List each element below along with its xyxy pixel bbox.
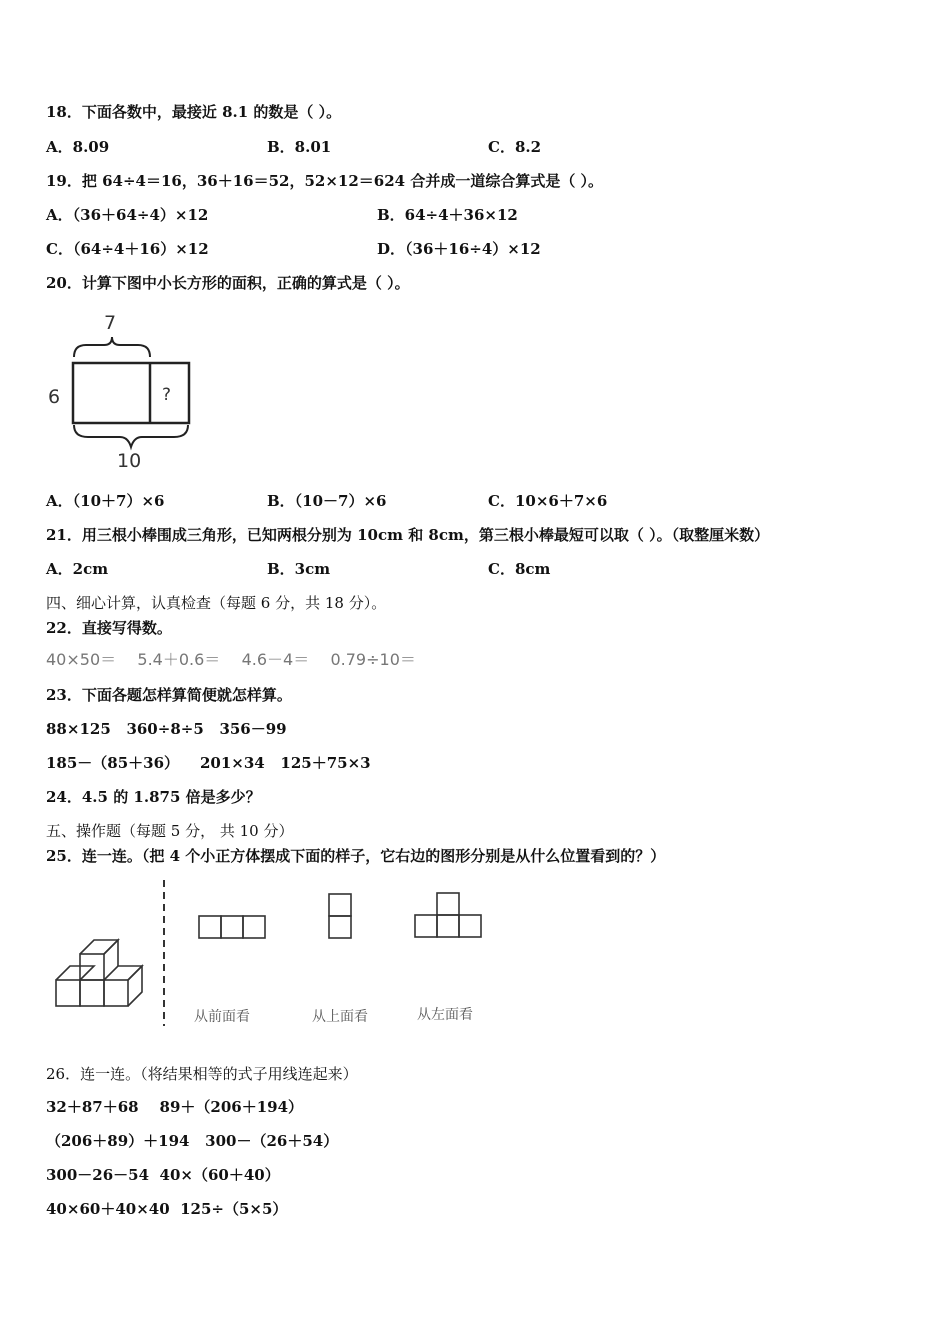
q19-stem: 19．把 64÷4＝16，36＋16＝52，52×12＝624 合并成一道综合算式是（ ）。 bbox=[46, 172, 604, 190]
cube-stack bbox=[56, 940, 142, 1006]
q19-option-d: D．（36＋16÷4）×12 bbox=[377, 240, 541, 258]
unknown-mark: ? bbox=[162, 385, 172, 405]
q19-option-a: A．（36＋64÷4）×12 bbox=[46, 206, 209, 224]
big-rectangle bbox=[73, 363, 189, 423]
q23-expr: 201×34 bbox=[199, 754, 265, 772]
view-front-shape bbox=[199, 916, 265, 938]
q23-row1 bbox=[46, 719, 287, 739]
q20-option-c: C．10×6＋7×6 bbox=[488, 492, 608, 510]
q23-row2 bbox=[46, 753, 371, 773]
q26-expr-right: 89＋（206＋194） bbox=[159, 1098, 304, 1116]
q26-expr-right: 40×（60＋40） bbox=[159, 1166, 280, 1184]
q25-stem: 25．连一连。（把 4 个小正方体摆成下面的样子，它右边的图形分别是从什么位置看到的？） bbox=[46, 847, 666, 865]
bottom-brace bbox=[74, 425, 188, 447]
bottom-label: 10 bbox=[117, 450, 142, 472]
q26-expr-left: 300－26－54 bbox=[46, 1166, 150, 1184]
q19-option-b: B．64÷4＋36×12 bbox=[377, 206, 518, 224]
q23-expr: 360÷8÷5 bbox=[126, 720, 204, 738]
q23-expr: 185－（85＋36） bbox=[46, 754, 180, 772]
q23-expr: 125＋75×3 bbox=[280, 754, 371, 772]
q26-expr-right: 300－（26＋54） bbox=[205, 1132, 339, 1150]
q21-option-b: B．3cm bbox=[267, 560, 331, 578]
q20-option-b: B．（10－7）×6 bbox=[267, 492, 387, 510]
q22-item: 0.79÷10＝ bbox=[330, 650, 416, 669]
section5-title: 五、操作题（每题 5 分， 共 10 分） bbox=[46, 822, 294, 840]
q19-option-c: C．（64÷4＋16）×12 bbox=[46, 240, 209, 258]
view-top-shape bbox=[329, 894, 351, 938]
q26-row bbox=[46, 1199, 287, 1219]
section4-title: 四、细心计算，认真检查（每题 6 分，共 18 分）。 bbox=[46, 594, 387, 612]
top-brace bbox=[74, 337, 150, 357]
q18-option-c: C．8.2 bbox=[488, 138, 542, 156]
q18-stem: 18．下面各数中，最接近 8.1 的数是（ ）。 bbox=[46, 103, 342, 121]
q18-option-a: A．8.09 bbox=[46, 138, 110, 156]
left-label: 6 bbox=[48, 386, 61, 408]
q22-item: 4.6－4＝ bbox=[241, 650, 310, 669]
q22-items bbox=[46, 650, 416, 670]
q23-stem: 23．下面各题怎样算简便就怎样算。 bbox=[46, 686, 292, 704]
q20-option-a: A．（10＋7）×6 bbox=[46, 492, 165, 510]
q24-stem: 24．4.5 的 1.875 倍是多少？ bbox=[46, 788, 261, 806]
q22-item: 40×50＝ bbox=[46, 650, 117, 669]
q23-expr: 88×125 bbox=[46, 720, 111, 738]
q26-stem: 26．连一连。（将结果相等的式子用线连起来） bbox=[46, 1065, 358, 1083]
view-label-left: 从左面看 bbox=[417, 1007, 473, 1023]
q26-row bbox=[46, 1165, 280, 1185]
q26-row bbox=[46, 1131, 338, 1151]
q26-expr-right: 125÷（5×5） bbox=[180, 1200, 288, 1218]
q21-option-a: A．2cm bbox=[46, 560, 109, 578]
q18-option-b: B．8.01 bbox=[267, 138, 332, 156]
q26-row bbox=[46, 1097, 303, 1117]
q23-expr: 356－99 bbox=[219, 720, 287, 738]
q22-stem: 22．直接写得数。 bbox=[46, 619, 172, 637]
view-left-shape bbox=[415, 893, 481, 937]
top-label: 7 bbox=[104, 312, 117, 334]
q21-option-c: C．8cm bbox=[488, 560, 551, 578]
view-label-top: 从上面看 bbox=[312, 1009, 368, 1025]
q20-rectangle-figure bbox=[40, 305, 210, 475]
q20-stem: 20．计算下图中小长方形的面积，正确的算式是（ ）。 bbox=[46, 274, 410, 292]
view-label-front: 从前面看 bbox=[194, 1009, 250, 1025]
q21-stem: 21．用三根小棒围成三角形，已知两根分别为 10cm 和 8cm，第三根小棒最短可以取（ ）。（取整厘米数） bbox=[46, 526, 770, 544]
q26-expr-left: 40×60＋40×40 bbox=[46, 1200, 170, 1218]
q22-item: 5.4＋0.6＝ bbox=[137, 650, 221, 669]
q26-expr-left: （206＋89）＋194 bbox=[46, 1132, 190, 1150]
q26-expr-left: 32＋87＋68 bbox=[46, 1098, 139, 1116]
